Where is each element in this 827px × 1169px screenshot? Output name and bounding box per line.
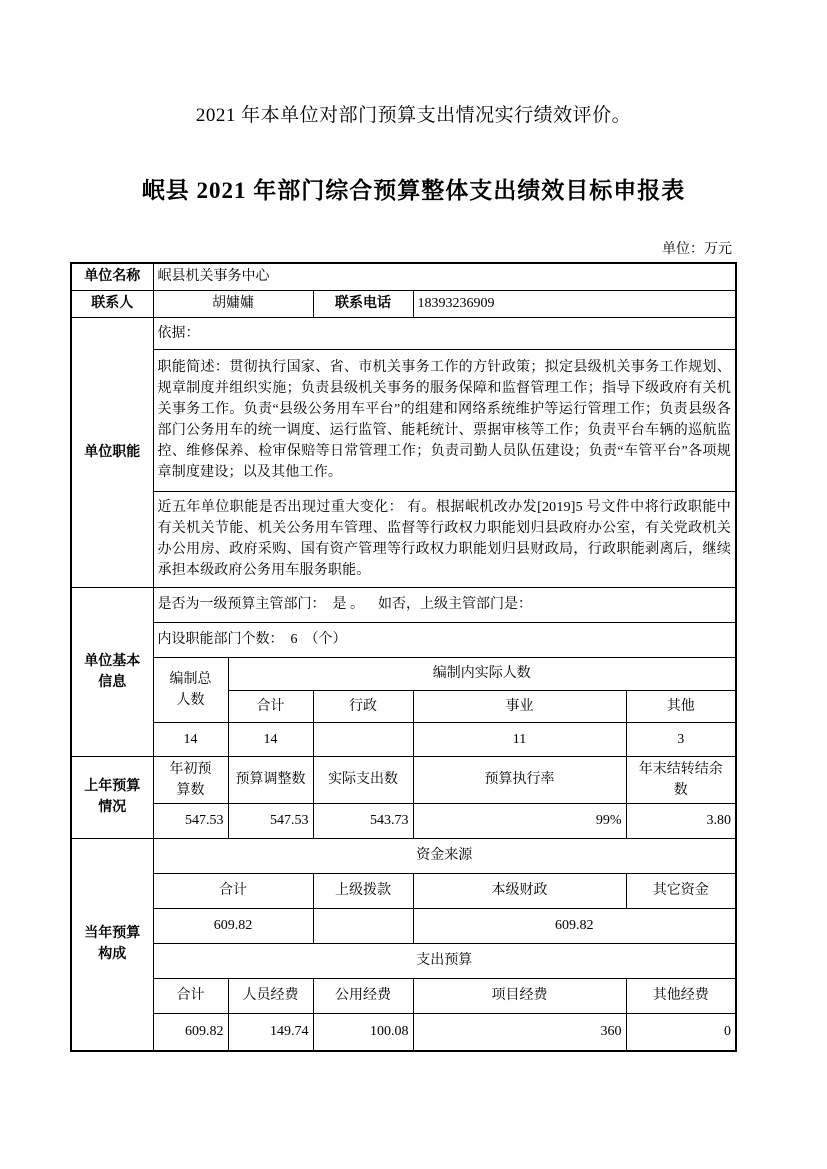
expenditure-value-public: 100.08 (313, 1013, 413, 1051)
staffing-value-institution: 11 (413, 722, 626, 756)
functions-basis: 依据： (153, 317, 736, 349)
page-title: 岷县 2021 年部门综合预算整体支出绩效目标申报表 (141, 178, 686, 203)
expenditure-value-project: 360 (413, 1013, 626, 1051)
expenditure-value-total: 609.82 (153, 1013, 228, 1051)
intro-sentence: 2021 年本单位对部门预算支出情况实行绩效评价。 (195, 105, 632, 126)
staffing-header-total: 合计 (228, 690, 313, 722)
staffing-value-total: 14 (228, 722, 313, 756)
staffing-header-admin: 行政 (313, 690, 413, 722)
expenditure-header-other: 其他经费 (626, 978, 736, 1013)
prev-year-header-execution-rate: 预算执行率 (413, 756, 626, 803)
table-row (71, 722, 736, 756)
expenditure-value-personnel: 149.74 (228, 1013, 313, 1051)
expenditure-header-project: 项目经费 (413, 978, 626, 1013)
functions-major-change: 近五年单位职能是否出现过重大变化： 有。根据岷机改办发[2019]5 号文件中将行政职能中有关机关节能、机关公务用车管理、监督等行政权力职能划归县政府办公室，有关党政机关办公用房、政府采购、国有资产管理等行政权力职能划归县财政局，行政职能剥离后，继续承担本级政府公务用车服务职能。 (153, 491, 736, 587)
unit-functions-label: 单位职能 (71, 317, 153, 587)
table-row (71, 943, 736, 978)
contact-phone-value: 18393236909 (413, 290, 736, 317)
funding-value-higher-level (313, 908, 413, 943)
funding-value-total: 609.82 (153, 908, 313, 943)
table-row (71, 873, 736, 908)
funding-source-title: 资金来源 (153, 838, 736, 873)
table-row (71, 908, 736, 943)
contact-person-value: 胡嫞嫞 (153, 290, 313, 317)
unit-of-measure-note: 单位：万元 (662, 242, 732, 257)
basic-info-label: 单位基本信息 (71, 587, 153, 756)
prev-year-value-adjusted: 547.53 (228, 803, 313, 838)
staffing-value-admin (313, 722, 413, 756)
expenditure-header-total: 合计 (153, 978, 228, 1013)
unit-name-value: 岷县机关事务中心 (153, 263, 736, 290)
table-row (71, 290, 736, 317)
expenditure-header-personnel: 人员经费 (228, 978, 313, 1013)
unit-name-label: 单位名称 (71, 263, 153, 290)
table-row (71, 622, 736, 657)
table-row (71, 1013, 736, 1051)
prev-year-value-initial: 547.53 (153, 803, 228, 838)
budget-declaration-table (70, 262, 737, 1052)
table-row (71, 349, 736, 491)
funding-header-local: 本级财政 (413, 873, 626, 908)
table-row (71, 491, 736, 587)
internal-depts-line: 内设职能部门个数： 6 （个） (153, 622, 736, 657)
table-row (71, 657, 736, 690)
staffing-total-value: 14 (153, 722, 228, 756)
primary-dept-line: 是否为一级预算主管部门： 是 。 如否，上级主管部门是： (153, 587, 736, 622)
funding-header-other: 其它资金 (626, 873, 736, 908)
expenditure-value-other: 0 (626, 1013, 736, 1051)
staffing-header-institution: 事业 (413, 690, 626, 722)
table-row (71, 587, 736, 622)
prev-year-header-adjusted: 预算调整数 (228, 756, 313, 803)
table-row (71, 978, 736, 1013)
prev-year-value-carryover: 3.80 (626, 803, 736, 838)
current-year-label: 当年预算构成 (71, 838, 153, 1051)
prev-year-value-actual: 543.73 (313, 803, 413, 838)
prev-year-header-carryover: 年末结转结余数 (626, 756, 736, 803)
staffing-actual-label: 编制内实际人数 (228, 657, 736, 690)
table-row (71, 803, 736, 838)
table-row (71, 756, 736, 803)
expenditure-title: 支出预算 (153, 943, 736, 978)
prev-year-label: 上年预算情况 (71, 756, 153, 838)
funding-value-local: 609.82 (413, 908, 736, 943)
prev-year-header-initial: 年初预算数 (153, 756, 228, 803)
funding-header-total: 合计 (153, 873, 313, 908)
expenditure-header-public: 公用经费 (313, 978, 413, 1013)
staffing-header-other: 其他 (626, 690, 736, 722)
staffing-total-label: 编制总人数 (153, 657, 228, 722)
functions-summary: 职能简述：贯彻执行国家、省、市机关事务工作的方针政策；拟定县级机关事务工作规划、规章制度并组织实施；负责县级机关事务的服务保障和监督管理工作；指导下级政府有关机关事务工作。负责“县级公务用车平台”的组建和网络系统维护等运行管理工作；负责县级各部门公务用车的统一调度、运行监管、能耗统计、票据审核等工作；负责平台车辆的巡航监控、维修保养、检审保赔等日常管理工作；负责司勤人员队伍建设；负责“车管平台”各项规章制度建设；以及其他工作。 (153, 349, 736, 491)
staffing-value-other: 3 (626, 722, 736, 756)
table-row (71, 838, 736, 873)
contact-person-label: 联系人 (71, 290, 153, 317)
prev-year-header-actual: 实际支出数 (313, 756, 413, 803)
table-row (71, 317, 736, 349)
table-row (71, 263, 736, 290)
contact-phone-label: 联系电话 (313, 290, 413, 317)
prev-year-value-execution-rate: 99% (413, 803, 626, 838)
funding-header-higher-level: 上级拨款 (313, 873, 413, 908)
